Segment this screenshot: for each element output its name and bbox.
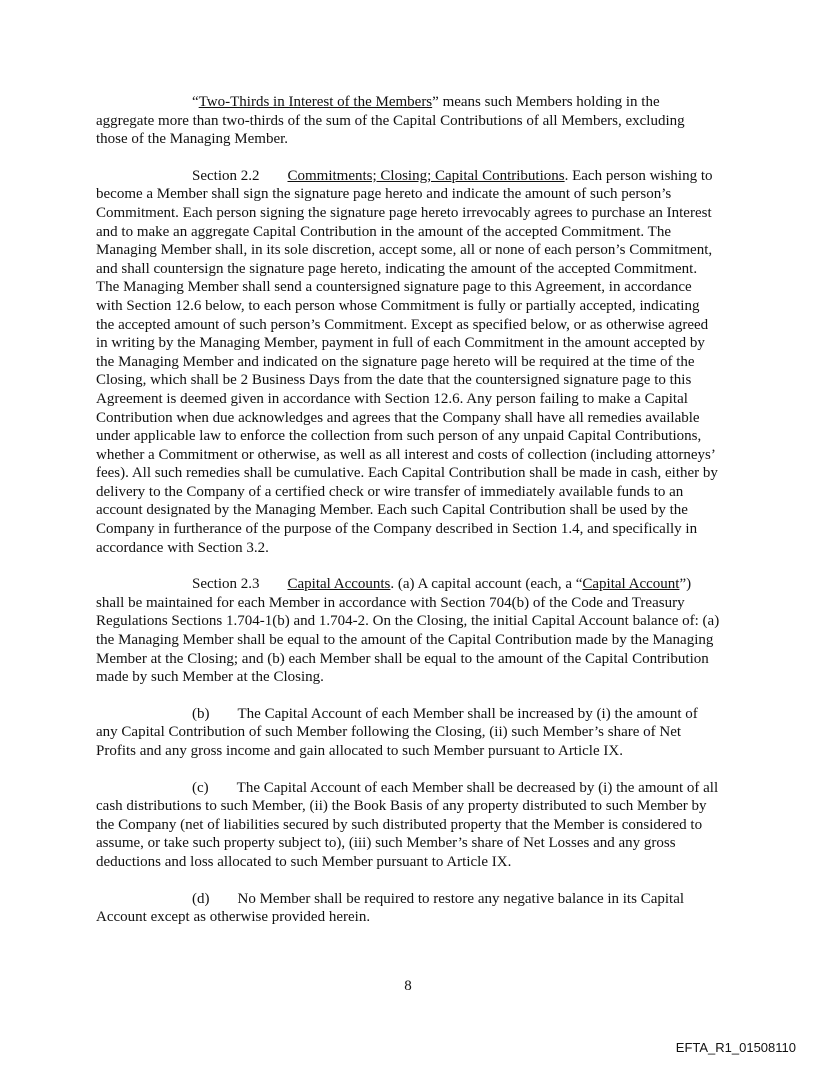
subsection-text: No Member shall be required to restore any negative balance in its Capital Account except as otherwise provided herein. <box>96 890 685 926</box>
definition-text: ” means such Members holding in the aggregate more than two-thirds of the sum of the Capital Contributions of all Members, excluding those of the Managing Member. <box>96 94 685 148</box>
subsection-c <box>96 779 720 872</box>
subsection-d <box>96 890 720 927</box>
section-heading: Commitments; Closing; Capital Contributions <box>287 167 565 184</box>
subsection-label: (d) <box>192 890 210 907</box>
section-number: Section 2.2 <box>192 167 260 184</box>
document-body <box>96 93 720 945</box>
section-2-2 <box>96 167 720 557</box>
open-quote: “ <box>192 94 199 110</box>
section-text-a-start: . (a) A capital account (each, a “ <box>390 576 583 593</box>
section-text-a-end: ”) shall be maintained for each Member in accordance with Section 704(b) of the Code and Treasury Regulations Sections 1.704-1(b) and 1.704-2. On the Closing, the initial Capital Account balance of: (a) the Managing Member shall be equal to the amount of the Capital Contribution made by the Managing Member at the Closing; and (b) each Member shall be equal to the amount of the Capital Contribution made by such Member at the Closing. <box>96 576 720 686</box>
section-text: . Each person wishing to become a Member shall sign the signature page hereto and indicate the amount of such person’s Commitment. Each person signing the signature page hereto irrevocably agrees to purchase an Interest and to make an aggregate Capital Contribution in the amount of the accepted Commitment. The Managing Member shall, in its sole discretion, accept some, all or none of each person’s Commitment, and shall countersign the signature page hereto, indicating the amount of the accepted Commitment. The Managing Member shall send a countersigned signature page to this Agreement, in accordance with Section 12.6 below, to each person whose Commitment is fully or partially accepted, indicating the accepted amount of such person’s Commitment. Except as specified below, or as otherwise agreed in writing by the Managing Member, payment in full of each Commitment in the amount accepted by the Managing Member and indicated on the signature page hereto will be required at the time of the Closing, which shall be 2 Business Days from the date that the countersigned signature page to this Agreement is deemed given in accordance with Section 12.6. Any person failing to make a Capital Contribution when due acknowledges and agrees that the Company shall have all remedies available under applicable law to enforce the collection from such person of any unpaid Capital Contributions, whether a Commitment or otherwise, as well as all interest and costs of collection (including attorneys’ fees). All such remedies shall be cumulative. Each Capital Contribution shall be made in cash, either by delivery to the Company of a certified check or wire transfer of immediately available funds to an account designated by the Managing Member. Each such Capital Contribution shall be used by the Company in furtherance of the purpose of the Company described in Section 1.4, and specifically in accordance with Section 3.2. <box>96 167 718 556</box>
subsection-label: (b) <box>192 705 210 722</box>
defined-term: Two-Thirds in Interest of the Members <box>198 94 433 110</box>
page-number: 8 <box>404 978 412 994</box>
subsection-label: (c) <box>192 779 209 796</box>
defined-term: Capital Account <box>582 576 680 593</box>
document-id: EFTA_R1_01508110 <box>675 1040 796 1055</box>
section-2-3 <box>96 575 720 687</box>
subsection-text: The Capital Account of each Member shall be decreased by (i) the amount of all cash distributions to such Member, (ii) the Book Basis of any property distributed to such Member by the Company (net of liabilities secured by such distributed property that the Member is considered to assume, or take such property subject to), (iii) such Member’s share of Net Losses and any gross deductions and loss allocated to such Member pursuant to Article IX. <box>96 779 719 870</box>
section-number: Section 2.3 <box>192 576 260 593</box>
section-heading: Capital Accounts <box>287 576 391 593</box>
subsection-text: The Capital Account of each Member shall be increased by (i) the amount of any Capital Contribution of such Member following the Closing, (ii) such Member’s share of Net Profits and any gross income and gain allocated to such Member pursuant to Article IX. <box>96 705 698 759</box>
definition-two-thirds <box>96 93 720 149</box>
subsection-b <box>96 705 720 761</box>
